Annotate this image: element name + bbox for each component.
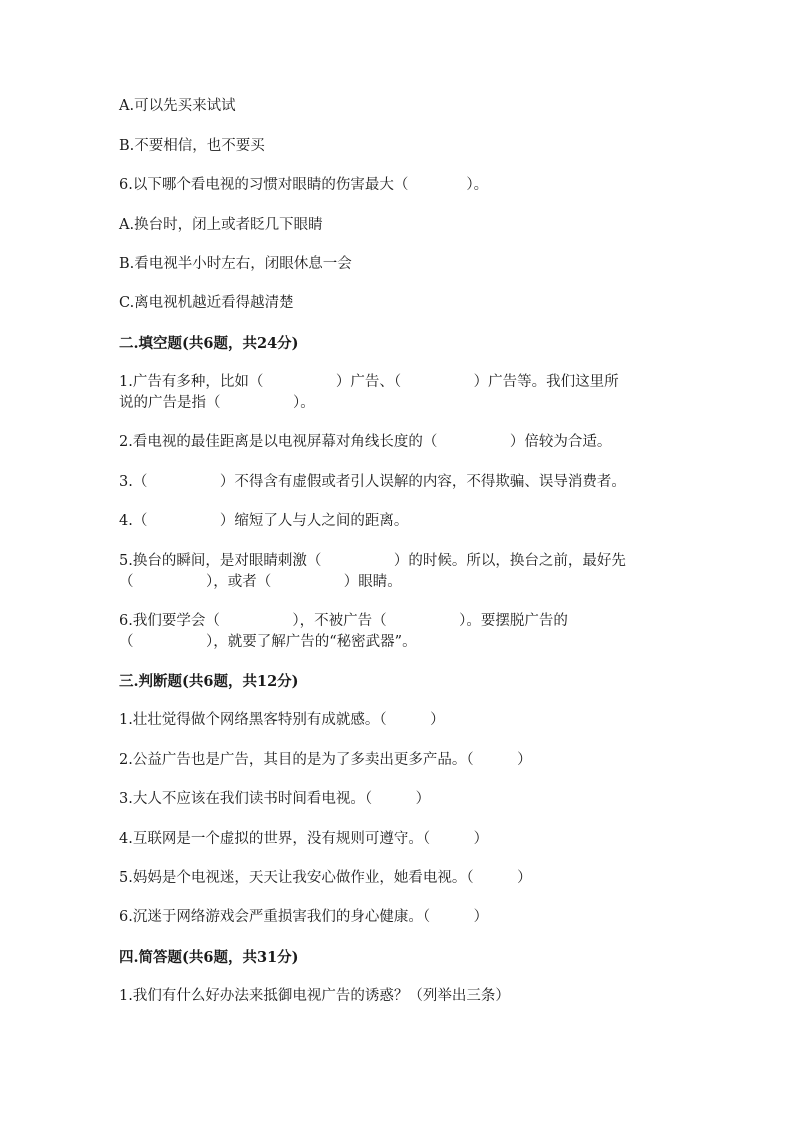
fill-q6-line2: （ ），就要了解广告的“秘密武器”。 — [119, 634, 417, 650]
section-2-heading: 二.填空题(共6题，共24分) — [119, 335, 299, 352]
q5-option-a: A.可以先买来试试 — [119, 98, 236, 114]
q6-stem: 6.以下哪个看电视的习惯对眼睛的伤害最大（ ）。 — [119, 177, 489, 193]
section-4-heading: 四.简答题(共6题，共31分) — [119, 949, 299, 966]
fill-q4: 4.（ ）缩短了人与人之间的距离。 — [119, 513, 409, 529]
judge-item: 4.互联网是一个虚拟的世界，没有规则可遵守。（ ） — [119, 831, 489, 847]
fill-q3: 3.（ ）不得含有虚假或者引人误解的内容，不得欺骗、误导消费者。 — [119, 474, 626, 490]
judge-item: 3.大人不应该在我们读书时间看电视。（ ） — [119, 791, 431, 807]
fill-q5-line1: 5.换台的瞬间，是对眼睛刺激（ ）的时候。所以，换台之前，最好先 — [119, 553, 626, 569]
q5-option-b: B.不要相信，也不要买 — [119, 138, 265, 154]
fill-q1-line1: 1.广告有多种，比如（ ）广告、（ ）广告等。我们这里所 — [119, 374, 619, 390]
judge-item: 6.沉迷于网络游戏会严重损害我们的身心健康。（ ） — [119, 909, 489, 925]
fill-q5-line2: （ ），或者（ ）眼睛。 — [119, 574, 402, 590]
fill-q2: 2.看电视的最佳距离是以电视屏幕对角线长度的（ ）倍较为合适。 — [119, 434, 612, 450]
fill-q6-line1: 6.我们要学会（ ），不被广告（ ）。要摆脱广告的 — [119, 613, 568, 629]
fill-q1-line2: 说的广告是指（ ）。 — [119, 395, 315, 411]
q6-option-c: C.离电视机越近看得越清楚 — [119, 295, 294, 311]
section-3-heading: 三.判断题(共6题，共12分) — [119, 673, 299, 690]
q6-option-a: A.换台时，闭上或者眨几下眼睛 — [119, 217, 323, 233]
q6-option-b: B.看电视半小时左右，闭眼休息一会 — [119, 256, 352, 272]
short-answer-q1: 1.我们有什么好办法来抵御电视广告的诱惑？（列举出三条） — [119, 988, 510, 1004]
judge-item: 1.壮壮觉得做个网络黑客特别有成就感。（ ） — [119, 712, 445, 728]
judge-item: 5.妈妈是个电视迷，天天让我安心做作业，她看电视。（ ） — [119, 870, 532, 886]
judge-item: 2.公益广告也是广告，其目的是为了多卖出更多产品。（ ） — [119, 752, 532, 768]
